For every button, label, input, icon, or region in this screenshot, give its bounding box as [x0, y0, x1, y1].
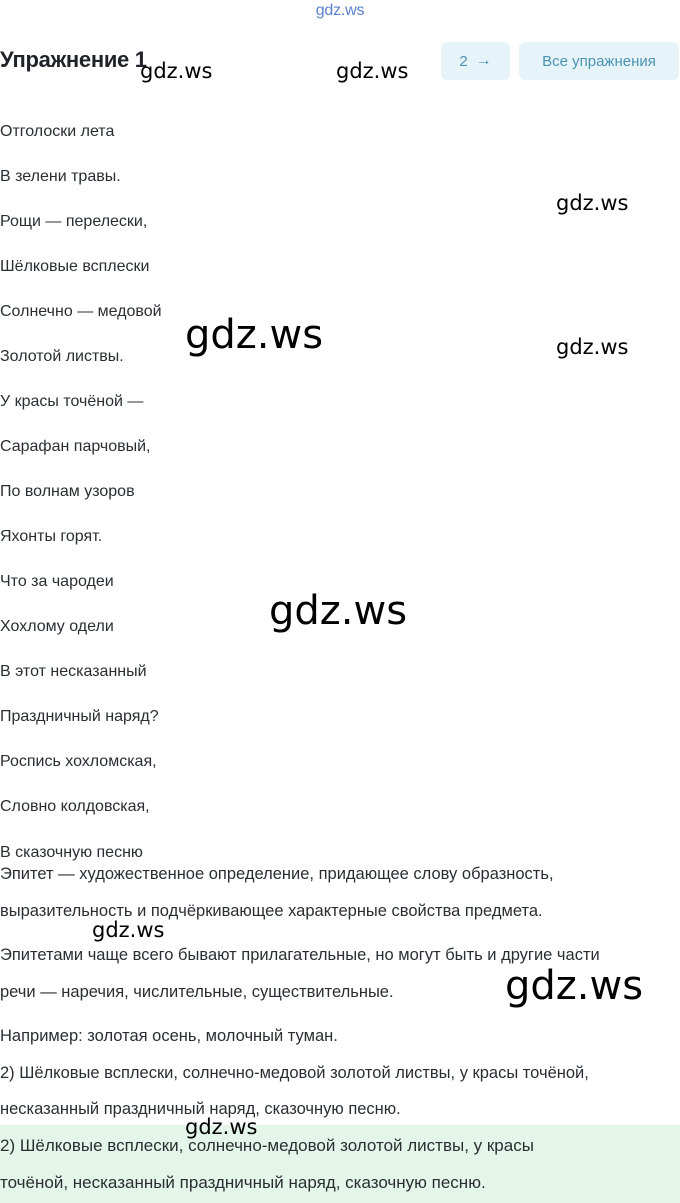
prose-line: выразительность и подчёркивающее характерные свойства предмета.: [0, 902, 543, 920]
watermark: gdz.ws: [556, 335, 629, 359]
poem-line: Солнечно — медовой: [0, 303, 162, 320]
watermark: gdz.ws: [269, 588, 408, 634]
answer-highlight: [0, 1125, 680, 1203]
poem-line: Золотой листвы.: [0, 348, 124, 365]
watermark: gdz.ws: [185, 1115, 258, 1139]
prose-line: Например: золотая осень, молочный туман.: [0, 1027, 338, 1045]
poem-line: В зелени травы.: [0, 168, 121, 185]
poem-line: Рощи — перелески,: [0, 213, 148, 230]
prose-line: несказанный праздничный наряд, сказочную песню.: [0, 1100, 401, 1118]
next-exercise-button[interactable]: [441, 42, 510, 80]
prose-line: Эпитет — художественное определение, придающее слову образность,: [0, 865, 554, 883]
prose-line: 2) Шёлковые всплески, солнечно-медовой золотой листвы, у красы точёной,: [0, 1064, 589, 1082]
watermark: gdz.ws: [92, 918, 165, 942]
prose-line: речи — наречия, числительные, существительные.: [0, 983, 394, 1001]
poem-line: Словно колдовская,: [0, 798, 150, 815]
poem-line: Что за чародеи: [0, 573, 114, 590]
prose-line: Эпитетами чаще всего бывают прилагательные, но могут быть и другие части: [0, 946, 600, 964]
poem-line: По волнам узоров: [0, 483, 135, 500]
poem-line: Хохлому одели: [0, 618, 114, 635]
answer-line: 2) Шёлковые всплески, солнечно-медовой золотой листвы, у красы: [0, 1136, 534, 1155]
poem-line: Шёлковые всплески: [0, 258, 150, 275]
page-title: Упражнение 1: [0, 47, 147, 72]
poem-line: Роспись хохломская,: [0, 753, 157, 770]
poem-line: Отголоски лета: [0, 123, 115, 140]
poem-line: У красы точёной —: [0, 393, 144, 410]
poem-line: В этот несказанный: [0, 663, 147, 680]
all-exercises-button[interactable]: Все упражнения: [519, 42, 679, 80]
watermark: gdz.ws: [336, 59, 409, 83]
answer-line: точёной, несказанный праздничный наряд, сказочную песню.: [0, 1173, 486, 1192]
poem-text: [0, 85, 680, 861]
poem-line: Сарафан парчовый,: [0, 438, 151, 455]
arrow-right-icon: →: [475, 52, 492, 69]
watermark: gdz.ws: [140, 59, 213, 83]
poem-line: В сказочную песню: [0, 844, 143, 861]
watermark: gdz.ws: [185, 312, 324, 358]
next-exercise-label: 2: [459, 52, 468, 70]
watermark: gdz.ws: [505, 963, 644, 1009]
poem-line: Праздничный наряд?: [0, 708, 159, 725]
site-mark[interactable]: gdz.ws: [315, 2, 365, 19]
poem-line: Яхонты горят.: [0, 528, 103, 545]
watermark: gdz.ws: [556, 191, 629, 215]
